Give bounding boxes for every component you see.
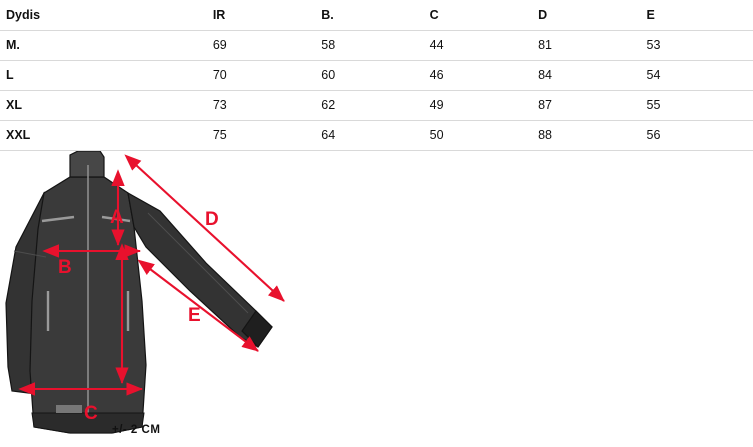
cell-ir: 75 (211, 120, 319, 150)
cell-e: 55 (645, 90, 753, 120)
table-row (0, 30, 753, 60)
cell-ir: 73 (211, 90, 319, 120)
cell-e: 54 (645, 60, 753, 90)
table-header-row (0, 0, 753, 30)
column-header-e: E (645, 0, 753, 30)
cell-c: 50 (428, 120, 536, 150)
cell-d: 81 (536, 30, 644, 60)
cell-c: 46 (428, 60, 536, 90)
cell-d: 84 (536, 60, 644, 90)
cell-b: 58 (319, 30, 427, 60)
cell-c: 49 (428, 90, 536, 120)
tolerance-note: +/- 2 CM (112, 424, 161, 436)
cell-c: 44 (428, 30, 536, 60)
cell-e: 53 (645, 30, 753, 60)
cell-ir: 70 (211, 60, 319, 90)
label-b: B (58, 256, 72, 278)
table-row (0, 90, 753, 120)
column-header-b: B. (319, 0, 427, 30)
row-size-label: L (0, 60, 211, 90)
table-row (0, 60, 753, 90)
row-size-label: XXL (0, 120, 211, 150)
label-c: C (84, 402, 98, 424)
cell-b: 62 (319, 90, 427, 120)
cell-b: 60 (319, 60, 427, 90)
table-row (0, 120, 753, 150)
jacket-illustration (6, 151, 272, 433)
cell-e: 56 (645, 120, 753, 150)
column-header-d: D (536, 0, 644, 30)
cell-ir: 69 (211, 30, 319, 60)
row-size-label: XL (0, 90, 211, 120)
label-e: E (188, 304, 201, 326)
label-a: A (110, 206, 124, 228)
label-d: D (205, 208, 219, 230)
measurement-diagram (0, 151, 753, 444)
size-chart-table (0, 0, 753, 151)
column-header-size: Dydis (0, 0, 211, 30)
column-header-ir: IR (211, 0, 319, 30)
column-header-c: C (428, 0, 536, 30)
cell-b: 64 (319, 120, 427, 150)
cell-d: 88 (536, 120, 644, 150)
row-size-label: M. (0, 30, 211, 60)
cell-d: 87 (536, 90, 644, 120)
